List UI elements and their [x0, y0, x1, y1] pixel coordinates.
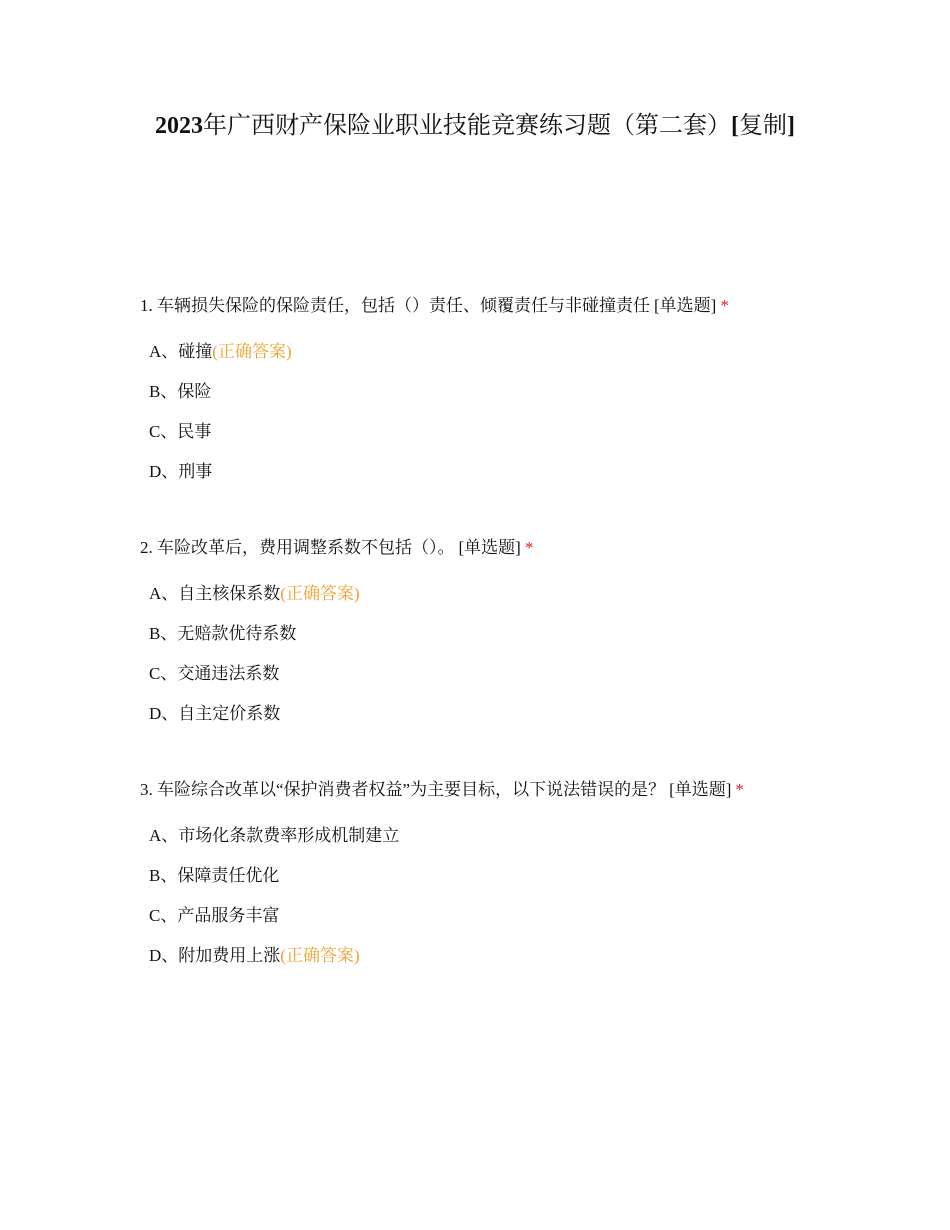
question-stem	[140, 294, 840, 318]
question-3	[140, 778, 840, 984]
question-text: 车险综合改革以“保护消费者权益”为主要目标，以下说法错误的是？	[157, 780, 666, 799]
title-copy: 复制	[739, 113, 787, 139]
option-b[interactable]	[149, 622, 840, 662]
required-mark: *	[720, 296, 729, 315]
question-text: 车险改革后，费用调整系数不包括（）。	[157, 538, 455, 557]
required-mark: *	[735, 780, 744, 799]
question-number: 3.	[140, 780, 153, 799]
question-stem	[140, 778, 840, 802]
correct-answer-note: (正确答案)	[280, 946, 360, 965]
option-c[interactable]	[149, 420, 840, 460]
question-number: 1.	[140, 296, 153, 315]
option-label: D、附加费用上涨	[149, 946, 281, 965]
question-stem	[140, 536, 840, 560]
option-label: C、产品服务丰富	[149, 906, 280, 925]
option-a[interactable]	[149, 582, 840, 622]
option-d[interactable]	[149, 460, 840, 500]
option-c[interactable]	[149, 662, 840, 702]
options-list	[149, 340, 840, 500]
question-number: 2.	[140, 538, 153, 557]
options-list	[149, 824, 840, 984]
options-list	[149, 582, 840, 742]
option-label: B、无赔款优待系数	[149, 624, 297, 643]
required-mark: *	[524, 538, 534, 557]
option-b[interactable]	[149, 380, 840, 420]
option-d[interactable]	[149, 702, 840, 742]
question-2	[140, 536, 840, 742]
correct-answer-note: (正确答案)	[212, 342, 292, 361]
option-label: A、碰撞	[149, 342, 213, 361]
option-d[interactable]	[149, 944, 840, 984]
correct-answer-note: (正确答案)	[280, 584, 360, 603]
option-a[interactable]	[149, 824, 840, 864]
option-c[interactable]	[149, 904, 840, 944]
option-label: C、交通违法系数	[149, 664, 280, 683]
option-a[interactable]	[149, 340, 840, 380]
title-text: 年广西财产保险业职业技能竞赛练习题（第二套）	[203, 113, 731, 139]
title-bracket-close: ]	[787, 113, 795, 139]
option-label: C、民事	[149, 422, 212, 441]
option-label: A、自主核保系数	[149, 584, 281, 603]
option-label: D、自主定价系数	[149, 704, 281, 723]
question-1	[140, 294, 840, 500]
title-bracket-open: [	[731, 113, 739, 139]
question-text: 车辆损失保险的保险责任，包括（）责任、倾覆责任与非碰撞责任	[157, 296, 650, 315]
page-title	[150, 105, 800, 148]
option-label: D、刑事	[149, 462, 213, 481]
question-type: [单选题]	[654, 296, 717, 315]
option-label: B、保障责任优化	[149, 866, 280, 885]
option-label: B、保险	[149, 382, 212, 401]
option-label: A、市场化条款费率形成机制建立	[149, 826, 400, 845]
question-type: [单选题]	[669, 780, 732, 799]
title-year: 2023	[155, 113, 203, 139]
question-type: [单选题]	[458, 538, 521, 557]
option-b[interactable]	[149, 864, 840, 904]
